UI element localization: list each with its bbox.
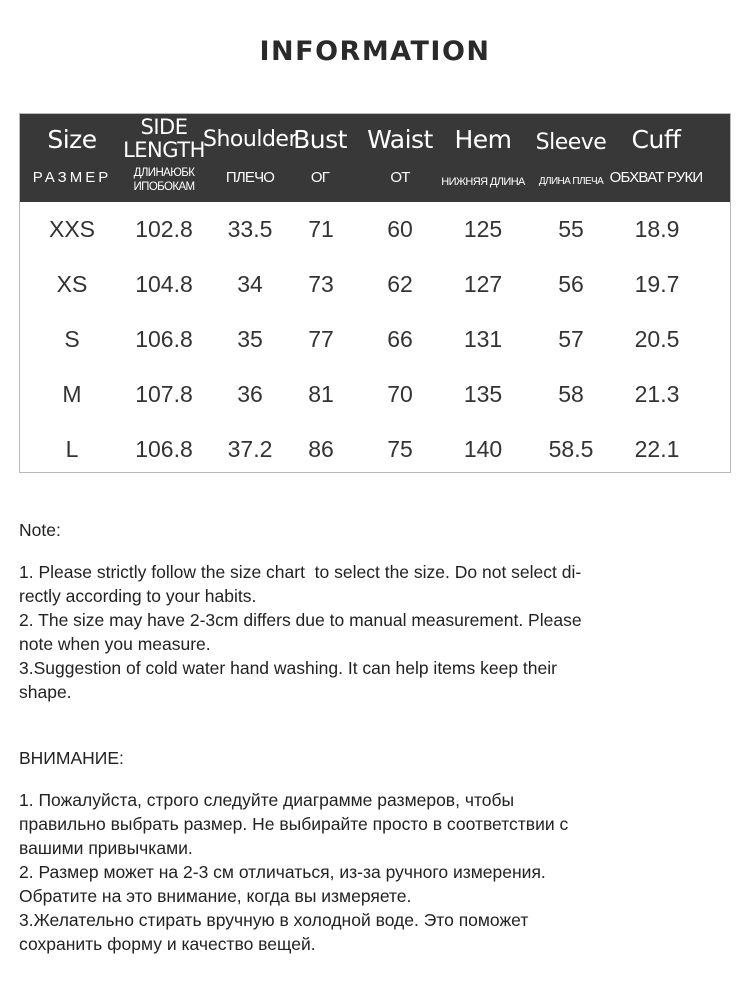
- cell-sleeve: 58.5: [548, 436, 594, 462]
- cell-waist: 70: [387, 381, 413, 407]
- cell-waist: 60: [387, 216, 413, 242]
- cell-waist: 75: [387, 436, 413, 462]
- table-row: [20, 257, 730, 312]
- note-heading: Note:: [19, 520, 61, 540]
- cell-sleeve: 56: [558, 271, 584, 297]
- header-waist-en: Waist: [367, 125, 433, 154]
- header-shoulder-en: Shoulder: [203, 127, 297, 152]
- note-item: 1. Пожалуйста, строго следуйте диаграмме размеров, чтобы правильно выбрать размер. Не выбирайте просто в соответствии с вашими привычками.: [19, 790, 569, 858]
- header-hem-ru: НИЖНЯЯ ДЛИНА: [441, 176, 525, 188]
- header-shoulder-ru: ПЛЕЧО: [225, 169, 275, 186]
- cell-hem: 127: [463, 271, 503, 297]
- cell-cuff: 21.3: [634, 381, 680, 407]
- table-row: [20, 367, 730, 422]
- note-item: 2. The size may have 2-3cm differs due to manual measurement. Please note when you measure.: [19, 610, 582, 654]
- header-cuff-ru: ОБХВАТ РУКИ: [609, 169, 703, 186]
- header-size-ru: РАЗМЕР: [32, 169, 112, 186]
- note-english: [19, 518, 719, 704]
- table-row: [20, 422, 730, 477]
- cell-hem: 125: [463, 216, 503, 242]
- header-bust-ru: ОГ: [310, 169, 330, 186]
- cell-size: XS: [56, 271, 88, 297]
- cell-bust: 73: [308, 271, 334, 297]
- header-waist-ru: ОТ: [390, 169, 410, 186]
- cell-sleeve: 55: [558, 216, 584, 242]
- page-title: INFORMATION: [259, 36, 491, 67]
- header-bust-en: Bust: [293, 125, 347, 154]
- note-heading: ВНИМАНИЕ:: [19, 748, 124, 768]
- cell-waist: 62: [387, 271, 413, 297]
- cell-shoulder: 37.2: [227, 436, 273, 462]
- header-sleeve-en: Sleeve: [535, 130, 607, 155]
- table-row: [20, 312, 730, 367]
- table-body: [20, 202, 730, 472]
- cell-hem: 131: [463, 326, 503, 352]
- cell-size: M: [62, 381, 82, 407]
- cell-bust: 81: [308, 381, 334, 407]
- cell-cuff: 22.1: [634, 436, 680, 462]
- header-size-en: Size: [47, 125, 97, 154]
- header-cuff: [609, 114, 703, 202]
- cell-side-length: 107.8: [135, 381, 193, 407]
- cell-bust: 71: [308, 216, 334, 242]
- cell-bust: 86: [308, 436, 334, 462]
- cell-side-length: 104.8: [135, 271, 193, 297]
- table-header: [20, 114, 730, 202]
- cell-shoulder: 36: [237, 381, 263, 407]
- cell-size: XXS: [48, 216, 96, 242]
- header-cuff-en: Cuff: [631, 125, 681, 154]
- cell-sleeve: 58: [558, 381, 584, 407]
- header-side-length-ru: ДЛИНАЮБК ИПОБОКАМ: [133, 167, 195, 193]
- cell-waist: 66: [387, 326, 413, 352]
- note-item: 3.Желательно стирать вручную в холодной воде. Это поможет сохранить форму и качество вещей.: [19, 910, 529, 954]
- note-russian: [19, 746, 719, 956]
- header-hem: [443, 114, 523, 202]
- cell-side-length: 102.8: [135, 216, 193, 242]
- header-size: [32, 114, 112, 202]
- header-hem-en: Hem: [454, 125, 512, 154]
- cell-shoulder: 35: [237, 326, 263, 352]
- cell-cuff: 18.9: [634, 216, 680, 242]
- cell-hem: 135: [463, 381, 503, 407]
- note-item: 3.Suggestion of cold water hand washing. It can help items keep their shape.: [19, 658, 557, 702]
- cell-shoulder: 33.5: [227, 216, 273, 242]
- cell-size: S: [64, 326, 80, 352]
- cell-cuff: 20.5: [634, 326, 680, 352]
- note-item: 2. Размер может на 2-3 см отличаться, из-за ручного измерения. Обратите на это внимание, когда вы измеряете.: [19, 862, 546, 906]
- header-bust: [290, 114, 350, 202]
- header-sleeve-ru: ДЛИНА ПЛЕЧА: [538, 176, 604, 187]
- table-row: [20, 202, 730, 257]
- cell-size: L: [65, 436, 79, 462]
- cell-shoulder: 34: [237, 271, 263, 297]
- cell-bust: 77: [308, 326, 334, 352]
- cell-side-length: 106.8: [135, 326, 193, 352]
- header-side-length-en: SIDE LENGTH: [123, 115, 205, 162]
- size-chart-table: [19, 113, 731, 473]
- cell-cuff: 19.7: [634, 271, 680, 297]
- cell-side-length: 106.8: [135, 436, 193, 462]
- cell-hem: 140: [463, 436, 503, 462]
- note-item: 1. Please strictly follow the size chart to select the size. Do not select di- rectly according to your habits.: [19, 562, 582, 606]
- cell-sleeve: 57: [558, 326, 584, 352]
